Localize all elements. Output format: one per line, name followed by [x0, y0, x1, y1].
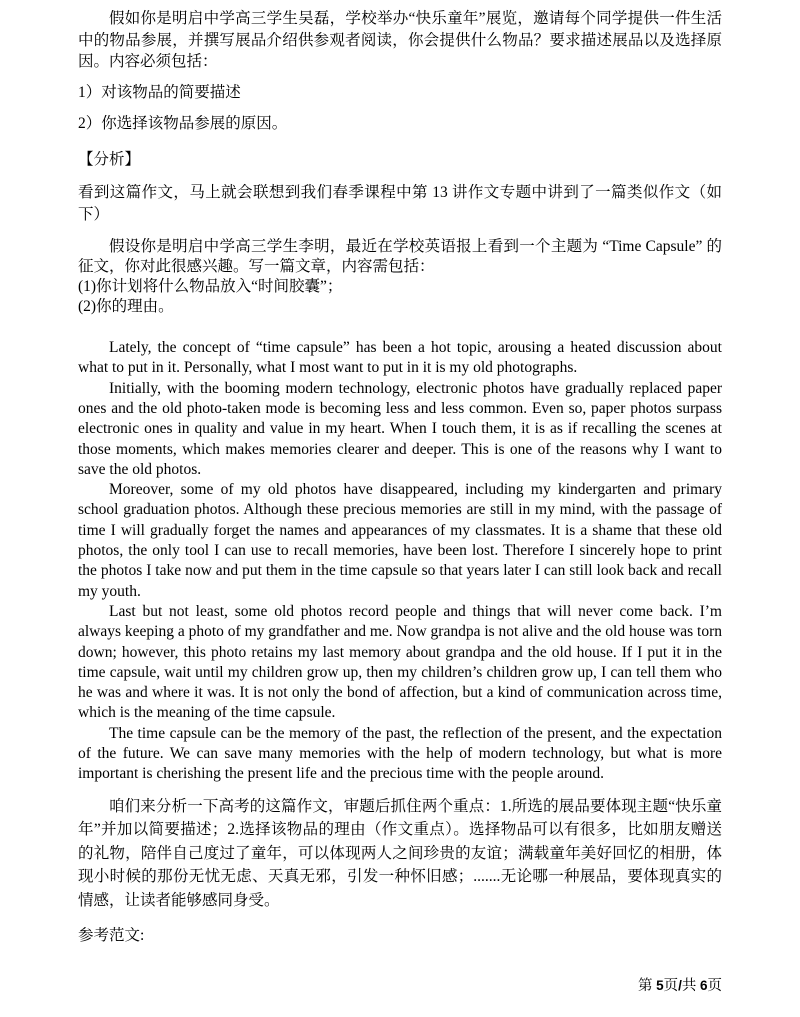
similar-prompt-block	[78, 237, 722, 318]
prompt-item-1: 1）对该物品的简要描述	[78, 84, 241, 102]
prompt-item-2: 2）你选择该物品参展的原因。	[78, 114, 288, 132]
prompt-body: 假如你是明启中学高三学生吴磊，学校举办“快乐童年”展览，邀请每个同学提供一件生活中的物品参展，并撰写展品介绍供参观者阅读，你会提供什么物品？要求描述展品以及选择原因。内容必须包括：	[78, 10, 722, 71]
similar-prompt-point-2: (2)你的理由。	[78, 297, 174, 315]
essay-paragraph-4: Last but not least, some old photos record people and things that will never come back. I’m always keeping a photo of my grandfather and me. Now grandpa is not alive and the old house was torn down; however, this photo retains my last memory about grandpa and the old house. If I put it in the time capsule, wait until my children grow up, then my children’s children grow up, I can tell them who he was and where it was. It is not only the bond of affection, but a kind of communication across time, which is the meaning of the time capsule.	[78, 602, 722, 722]
footer-total-pages: 6	[699, 977, 708, 993]
essay-paragraph-5: The time capsule can be the memory of the past, the reflection of the present, and the expectation of the future. We can save many memories with the help of modern technology, but what is more important is cherishing the present life and the precious time with the people around.	[78, 724, 722, 783]
footer-page-char-2: 页	[707, 977, 722, 994]
similar-prompt-body: 假设你是明启中学高三学生李明，最近在学校英语报上看到一个主题为 “Time Capsule” 的征文，你对此很感兴趣。写一篇文章，内容需包括：	[78, 237, 722, 275]
essay-paragraph-1: Lately, the concept of “time capsule” has been a hot topic, arousing a heated discussion about what to put in it. Personally, what I most want to put in it is my old photographs.	[78, 339, 722, 377]
analysis-intro: 看到这篇作文，马上就会联想到我们春季课程中第 13 讲作文专题中讲到了一篇类似作文（如下）	[78, 184, 722, 223]
similar-prompt-point-1: (1)你计划将什么物品放入“时间胶囊”；	[78, 277, 343, 295]
footer-prefix: 第	[637, 977, 657, 994]
exam-analysis-comment: 咱们来分析一下高考的这篇作文，审题后抓住两个重点：1.所选的展品要体现主题“快乐童年”并加以简要描述；2.选择该物品的理由（作文重点）。选择物品可以有很多，比如朋友赠送的礼物，陪伴自己度过了童年，可以体现两人之间珍贵的友谊；满载童年美好回忆的相册，体现小时候的那份无忧无虑、天真无邪，引发一种怀旧感；.......无论哪一种展品，要体现真实的情感，让读者能够感同身受。	[78, 797, 722, 909]
model-essay	[78, 338, 722, 785]
essay-paragraph-3: Moreover, some of my old photos have disappeared, including my kindergarten and primary school graduation photos. Although these precious memories are still in my mind, with the passage of time I will gradually forget the names and appearances of my classmates. It is a shame that these old photos, the only tool I can use to recall memories, have been lost. Therefore I sincerely hope to print the photos I take now and put them in the time capsule so that years later I can still look back and recall my youth.	[78, 481, 722, 600]
footer-total-prefix: 共	[681, 977, 700, 994]
reference-essay-label: 参考范文:	[78, 927, 145, 945]
analysis-section-label: 【分析】	[78, 151, 141, 169]
page-number-footer	[638, 978, 722, 995]
footer-page-char-1: 页	[663, 977, 679, 994]
footer-slash: /	[678, 977, 682, 993]
essay-paragraph-2: Initially, with the booming modern technology, electronic photos have gradually replaced paper ones and the old photo-taken mode is becoming less and less common. Even so, paper photos surpass electronic ones in quality and value in my heart. When I touch them, it is as if recalling the scenes at those moments, which makes memories clearer and deeper. This is one of the reasons why I want to save the old photos.	[78, 379, 722, 478]
footer-current-page: 5	[656, 977, 664, 993]
